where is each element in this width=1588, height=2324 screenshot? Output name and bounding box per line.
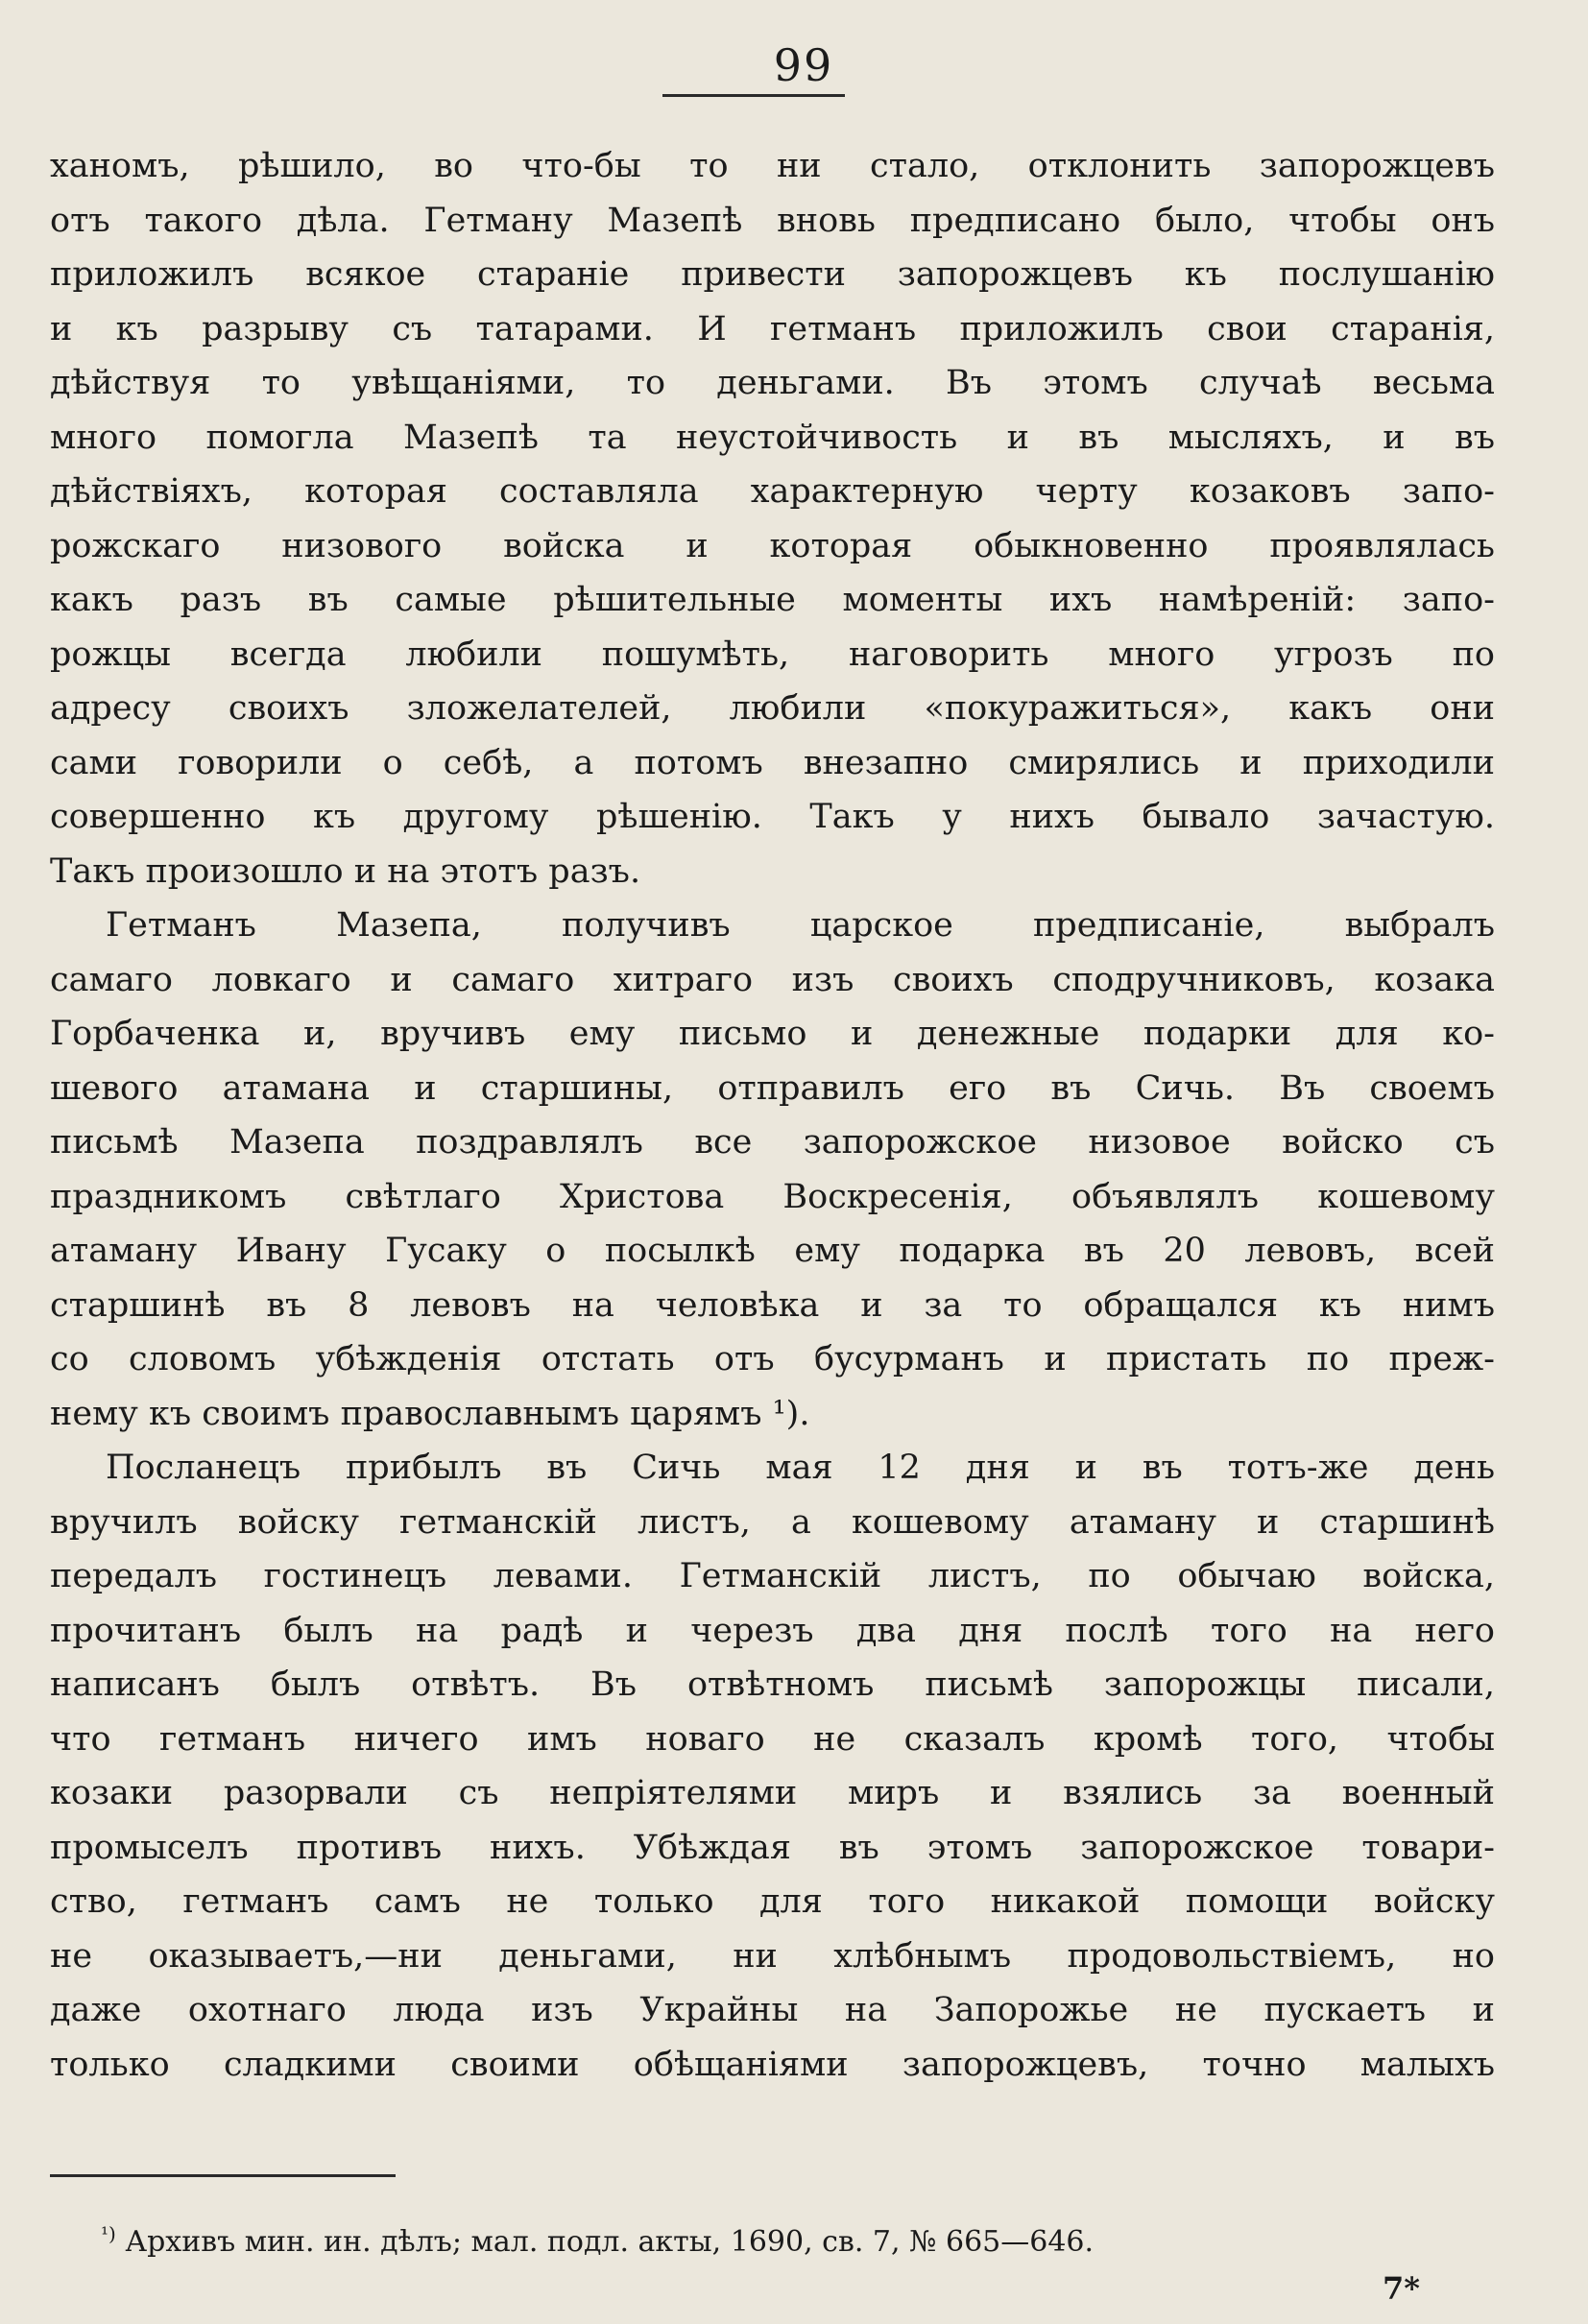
text-line: Горбаченка и, вручивъ ему письмо и денежные подарки для ко- bbox=[50, 1015, 1495, 1053]
footnote-marker: ¹) bbox=[101, 2222, 116, 2245]
text-line: Гетманъ Мазепа, получивъ царское предписаніе, выбралъ bbox=[106, 906, 1495, 945]
body-text bbox=[50, 139, 1495, 2092]
text-line: со словомъ убѣжденія отстать отъ бусурманъ и пристать по преж- bbox=[50, 1340, 1495, 1378]
header-rule bbox=[662, 94, 845, 97]
text-line: совершенно къ другому рѣшенію. Такъ у нихъ бывало зачастую. bbox=[50, 798, 1495, 836]
text-line: и къ разрыву съ татарами. И гетманъ приложилъ свои старанія, bbox=[50, 309, 1495, 348]
signature-mark: 7* bbox=[1383, 2270, 1420, 2307]
text-line: козаки разорвали съ непріятелями миръ и взялись за военный bbox=[50, 1774, 1495, 1812]
text-line: прочитанъ былъ на радѣ и черезъ два дня послѣ того на него bbox=[50, 1611, 1495, 1650]
text-line: Посланецъ прибылъ въ Сичь мая 12 дня и въ тотъ-же день bbox=[106, 1449, 1495, 1487]
text-line: только сладкими своими обѣщаніями запорожцевъ, точно малыхъ bbox=[50, 2045, 1495, 2084]
footnote-rule bbox=[50, 2174, 396, 2177]
text-line: атаману Ивану Гусаку о посылкѣ ему подарка въ 20 левовъ, всей bbox=[50, 1232, 1495, 1270]
paragraph-2 bbox=[50, 898, 1495, 1441]
text-line: письмѣ Мазепа поздравлялъ все запорожское низовое войско съ bbox=[50, 1123, 1495, 1162]
footnote-text: Архивъ мин. ин. дѣлъ; мал. подл. акты, 1690, св. 7, № 665—646. bbox=[125, 2225, 1095, 2259]
text-line: старшинѣ въ 8 левовъ на человѣка и за то обращался къ нимъ bbox=[50, 1285, 1495, 1325]
text-line: адресу своихъ зложелателей, любили «покуражиться», какъ они bbox=[50, 689, 1495, 728]
text-line: не оказываетъ,—ни деньгами, ни хлѣбнымъ продовольствіемъ, но bbox=[50, 1936, 1495, 1976]
footnote bbox=[101, 2213, 1445, 2264]
paragraph-1 bbox=[50, 139, 1495, 898]
text-line: приложилъ всякое стараніе привести запорожцевъ къ послушанію bbox=[50, 255, 1495, 294]
text-line: Такъ произошло и на этотъ разъ. bbox=[50, 851, 641, 891]
text-line: нему къ своимъ православнымъ царямъ ¹). bbox=[50, 1394, 810, 1433]
text-line: праздникомъ свѣтлаго Христова Воскресенія, объявлялъ кошевому bbox=[50, 1177, 1495, 1216]
text-line: передалъ гостинецъ левами. Гетманскій листъ, по обычаю войска, bbox=[50, 1557, 1495, 1595]
paragraph-3 bbox=[50, 1441, 1495, 2092]
text-line: шевого атамана и старшины, отправилъ его въ Сичь. Въ своемъ bbox=[50, 1068, 1495, 1108]
text-line: ство, гетманъ самъ не только для того никакой помощи войску bbox=[50, 1882, 1495, 1921]
text-line: промыселъ противъ нихъ. Убѣждая въ этомъ запорожское товари- bbox=[50, 1828, 1495, 1867]
text-line: рожцы всегда любили пошумѣть, наговорить много угрозъ по bbox=[50, 635, 1495, 674]
text-line: отъ такого дѣла. Гетману Мазепѣ вновь предписано было, чтобы онъ bbox=[50, 201, 1495, 240]
text-line: дѣйствуя то увѣщаніями, то деньгами. Въ этомъ случаѣ весьма bbox=[50, 364, 1495, 402]
text-line: самаго ловкаго и самаго хитраго изъ своихъ сподручниковъ, козака bbox=[50, 960, 1495, 999]
page-header bbox=[0, 38, 1588, 92]
page-number: 99 bbox=[773, 39, 834, 91]
text-line: написанъ былъ отвѣтъ. Въ отвѣтномъ письмѣ запорожцы писали, bbox=[50, 1665, 1495, 1704]
text-line: вручилъ войску гетманскій листъ, а кошевому атаману и старшинѣ bbox=[50, 1502, 1495, 1542]
text-line: что гетманъ ничего имъ новаго не сказалъ кромѣ того, чтобы bbox=[50, 1719, 1495, 1759]
text-line: ханомъ, рѣшило, во что-бы то ни стало, отклонить запорожцевъ bbox=[50, 147, 1495, 185]
text-line: рожскаго низового войска и которая обыкновенно проявлялась bbox=[50, 526, 1495, 565]
text-line: даже охотнаго люда изъ Украйны на Запорожье не пускаетъ и bbox=[50, 1991, 1495, 2029]
text-line: много помогла Мазепѣ та неустойчивость и въ мысляхъ, и въ bbox=[50, 418, 1495, 457]
text-line: сами говорили о себѣ, а потомъ внезапно смирялись и приходили bbox=[50, 743, 1495, 782]
text-line: дѣйствіяхъ, которая составляла характерную черту козаковъ запо- bbox=[50, 472, 1495, 511]
text-line: какъ разъ въ самые рѣшительные моменты ихъ намѣреній: запо- bbox=[50, 581, 1495, 619]
